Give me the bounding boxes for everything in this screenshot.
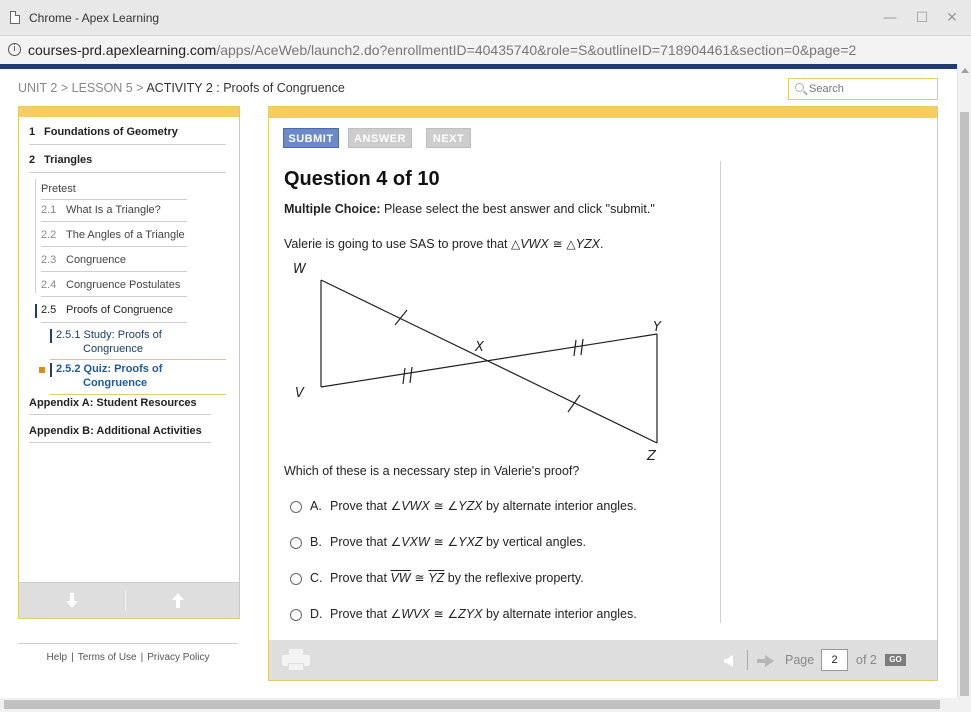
activity-marker	[50, 363, 52, 377]
stem-prefix: Valerie is going to use SAS to prove that	[284, 237, 511, 251]
activity-label-line1: Study: Proofs of	[83, 329, 162, 341]
unit-label: Foundations of Geometry	[44, 126, 178, 138]
stem-triangle-1: VWX	[520, 237, 549, 251]
divider	[125, 591, 126, 611]
breadcrumb-activity: ACTIVITY 2 : Proofs of Congruence	[146, 81, 345, 95]
divider	[41, 296, 187, 297]
divider	[29, 442, 211, 443]
question-title: Question 4 of 10	[284, 168, 440, 190]
divider	[41, 199, 187, 200]
activity-number: 2.5.2	[56, 363, 81, 375]
divider	[50, 359, 226, 360]
divider	[29, 414, 211, 415]
vertical-scrollbar[interactable]	[957, 64, 971, 698]
lesson-label: Proofs of Congruence	[66, 304, 174, 316]
window-titlebar	[0, 0, 971, 36]
sidebar-item-activity-2-5-2[interactable]	[56, 362, 162, 390]
tick-mark	[568, 395, 580, 412]
lesson-label: What Is a Triangle?	[66, 204, 161, 216]
print-icon[interactable]	[282, 649, 310, 671]
choice-letter: C.	[310, 571, 323, 585]
scroll-down-icon[interactable]	[66, 593, 78, 609]
sidebar-item-pretest[interactable]: Pretest	[41, 183, 76, 195]
lesson-label: Congruence	[66, 254, 126, 266]
choice-letter: D.	[310, 607, 323, 621]
divider	[41, 271, 187, 272]
sidebar-top-bar	[19, 107, 239, 117]
sidebar-item-lesson-2-1[interactable]	[41, 204, 161, 216]
choice-text: Prove that ∠VXW ≅ ∠YXZ by vertical angles.	[330, 535, 586, 549]
question-prompt: Which of these is a necessary step in Valerie's proof?	[284, 464, 580, 478]
window-title: Chrome - Apex Learning	[29, 11, 160, 25]
submit-button[interactable]: SUBMIT	[283, 128, 339, 148]
breadcrumb-separator: >	[57, 81, 72, 95]
pager-bar	[269, 640, 937, 680]
divider	[29, 172, 226, 173]
label-x: X	[475, 340, 484, 355]
previous-page-icon[interactable]	[724, 655, 733, 667]
divider	[29, 144, 226, 145]
stem-triangle-2: YZX	[575, 237, 600, 251]
privacy-link[interactable]: Privacy Policy	[147, 652, 210, 663]
current-activity-marker	[39, 367, 45, 373]
triangle-figure	[283, 257, 673, 462]
course-outline-sidebar	[18, 106, 240, 619]
scroll-up-icon[interactable]	[172, 593, 184, 609]
current-lesson-marker	[35, 304, 37, 318]
close-icon[interactable]: ✕	[946, 10, 958, 26]
divider	[41, 246, 187, 247]
search-box[interactable]	[788, 78, 938, 100]
instruction-label: Multiple Choice:	[284, 202, 381, 216]
activity-label-line1: Quiz: Proofs of	[83, 363, 163, 375]
tick-mark	[403, 368, 405, 384]
radio-c[interactable]	[290, 573, 302, 585]
radio-a[interactable]	[290, 501, 302, 513]
label-z: Z	[647, 449, 656, 462]
tick-mark	[395, 310, 407, 325]
breadcrumb-lesson[interactable]: LESSON 5	[71, 81, 133, 95]
sidebar-item-lesson-2-2[interactable]	[41, 229, 185, 241]
next-button[interactable]: NEXT	[426, 128, 471, 148]
address-bar[interactable]	[0, 36, 971, 64]
header-strip	[0, 64, 957, 69]
triangle-symbol: △	[510, 237, 521, 251]
lesson-number: 2.2	[41, 229, 57, 241]
radio-b[interactable]	[290, 537, 302, 549]
choice-letter: A.	[310, 499, 322, 513]
lesson-number: 2.5	[41, 304, 57, 316]
tree-guide	[35, 179, 36, 293]
choice-text: Prove that ∠VWX ≅ ∠YZX by alternate interior angles.	[330, 499, 637, 513]
sidebar-scroll-controls	[19, 582, 239, 618]
sidebar-item-appendix-b[interactable]: Appendix B: Additional Activities	[29, 425, 202, 437]
divider	[41, 322, 187, 323]
scrollbar-thumb[interactable]	[960, 112, 969, 696]
question-panel	[268, 106, 938, 681]
page-label: Page	[785, 653, 815, 667]
panel-top-bar	[269, 107, 937, 118]
sidebar-item-appendix-a[interactable]: Appendix A: Student Resources	[29, 397, 197, 409]
horizontal-scrollbar[interactable]	[0, 698, 971, 712]
label-w: W	[293, 262, 306, 277]
sidebar-item-lesson-2-4[interactable]	[41, 279, 180, 291]
divider	[747, 650, 748, 670]
sidebar-unit-2[interactable]	[29, 154, 92, 166]
breadcrumb	[18, 81, 345, 95]
footer-links	[18, 643, 238, 665]
next-page-icon[interactable]	[765, 655, 774, 667]
activity-label-line2: Congruence	[83, 343, 143, 355]
sidebar-item-lesson-2-3[interactable]	[41, 254, 126, 266]
sidebar-item-lesson-2-5[interactable]	[41, 304, 173, 316]
footer-separator: |	[140, 652, 144, 663]
url-path: /apps/AceWeb/launch2.do?enrollmentID=40435740&role=S&outlineID=718904461&section=0&page=2	[216, 42, 857, 58]
divider	[50, 394, 226, 395]
divider	[41, 221, 187, 222]
terms-link[interactable]: Terms of Use	[77, 652, 137, 663]
page-total: of 2	[856, 653, 877, 667]
activity-marker	[50, 329, 52, 343]
choice-text: Prove that $\overline{VW}$ ≅ $\overline{YZ}$ by the reflexive property.	[330, 571, 584, 585]
scroll-up-arrow-icon[interactable]	[961, 68, 969, 73]
lesson-number: 2.4	[41, 279, 57, 291]
unit-label: Triangles	[44, 154, 93, 166]
radio-d[interactable]	[290, 609, 302, 621]
breadcrumb-unit[interactable]: UNIT 2	[18, 81, 58, 95]
tick-mark	[574, 340, 576, 356]
lesson-label: Congruence Postulates	[66, 279, 181, 291]
choice-text: Prove that ∠WVX ≅ ∠ZYX by alternate interior angles.	[330, 607, 637, 621]
tick-mark	[410, 367, 412, 383]
segment-wz	[321, 280, 657, 443]
maximize-icon[interactable]: ☐	[915, 10, 929, 26]
breadcrumb-separator: >	[132, 81, 147, 95]
lesson-number: 2.3	[41, 254, 57, 266]
search-input[interactable]	[809, 81, 933, 97]
url-text[interactable]	[28, 42, 856, 58]
document-icon	[10, 11, 20, 24]
column-divider	[720, 161, 721, 623]
triangle-symbol: △	[566, 237, 576, 251]
stem-suffix: .	[599, 237, 604, 251]
lesson-label: The Angles of a Triangle	[66, 229, 185, 241]
url-host: courses-prd.apexlearning.com	[28, 42, 217, 58]
page-number-input[interactable]	[821, 649, 848, 671]
unit-number: 1	[29, 126, 36, 138]
search-icon	[795, 83, 804, 92]
activity-label-line2: Congruence	[83, 377, 148, 389]
answer-button[interactable]: ANSWER	[348, 128, 412, 148]
activity-number: 2.5.1	[56, 329, 81, 341]
unit-number: 2	[29, 154, 36, 166]
footer-separator: |	[71, 652, 74, 663]
label-y: Y	[653, 320, 661, 335]
go-button[interactable]: GO	[885, 654, 906, 666]
help-link[interactable]: Help	[46, 652, 68, 663]
scrollbar-thumb[interactable]	[4, 700, 940, 709]
lesson-number: 2.1	[41, 204, 57, 216]
question-stem	[284, 237, 603, 251]
choice-letter: B.	[310, 535, 322, 549]
congruent-symbol: ≅	[548, 237, 567, 251]
info-icon[interactable]: i	[8, 43, 21, 56]
instruction-text: Please select the best answer and click "submit."	[380, 202, 655, 216]
minimize-icon[interactable]: —	[883, 10, 897, 26]
segment-vy	[321, 334, 657, 387]
label-v: V	[295, 386, 304, 401]
sidebar-item-activity-2-5-1[interactable]	[56, 328, 162, 356]
tick-mark	[581, 339, 583, 355]
question-instruction	[284, 202, 655, 216]
sidebar-unit-1[interactable]	[29, 126, 178, 138]
